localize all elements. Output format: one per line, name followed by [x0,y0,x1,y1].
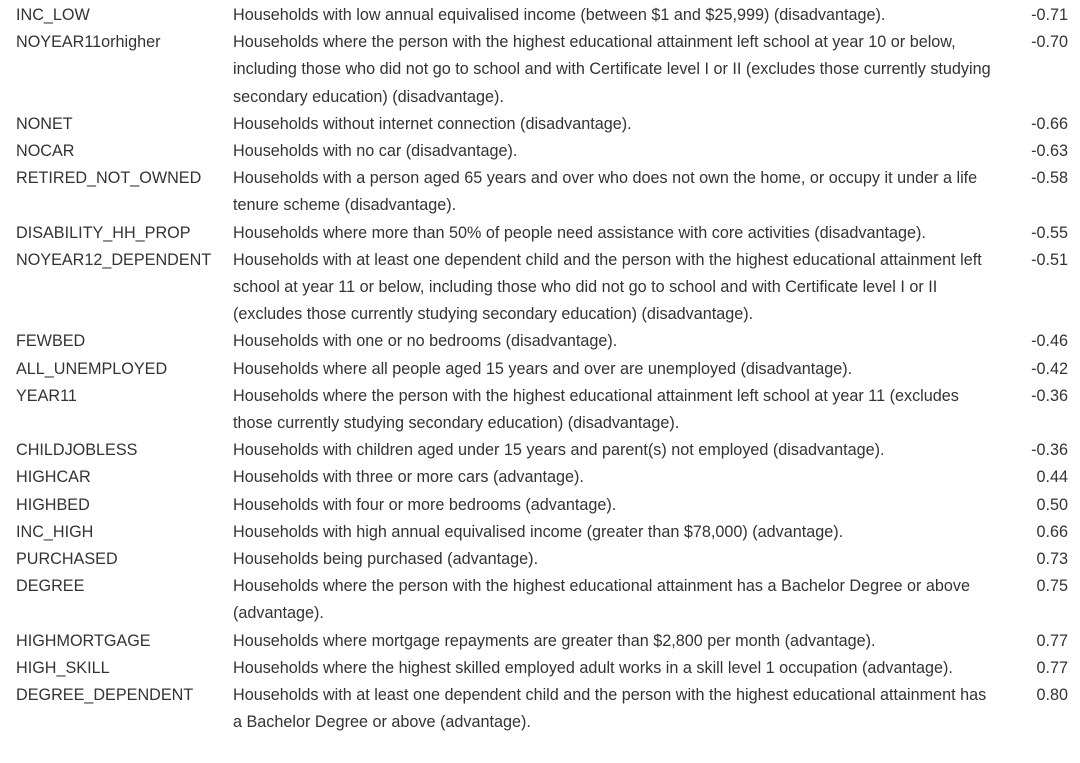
loading-value: -0.71 [1031,6,1068,24]
variable-description: Households with three or more cars (advantage). [233,468,584,487]
variable-description: Households where the highest skilled employed adult works in a skill level 1 occupation (advantage). [233,658,953,677]
variable-name: DEGREE_DEPENDENT [16,686,194,705]
variable-description: Households with no car (disadvantage). [233,142,518,161]
table-row [0,2,1080,29]
loading-value: 0.73 [1036,550,1068,569]
table-row [0,356,1080,383]
variable-description: Households with children aged under 15 years and parent(s) not employed (disadvantage). [233,441,885,460]
loading-value: -0.63 [1031,142,1068,161]
variable-description: Households with at least one dependent child and the person with the highest educational attainment has a Bachelor Degree or above (advantage). [233,686,987,732]
variable-name: DEGREE [16,577,85,596]
table-row [0,247,1080,329]
table-row [0,165,1080,219]
variable-name: HIGHMORTGAGE [16,631,151,650]
variable-name: INC_HIGH [16,522,94,541]
variable-name: NOCAR [16,142,75,161]
variable-description: Households without internet connection (disadvantage). [233,114,632,133]
table-row [0,492,1080,519]
table-row [0,111,1080,138]
variable-description: Households where all people aged 15 years and over are unemployed (disadvantage). [233,359,853,378]
loading-value: -0.42 [1031,359,1068,378]
variable-description: Households with a person aged 65 years and over who does not own the home, or occupy it under a life tenure scheme (disadvantage). [233,169,978,215]
variable-name: YEAR11 [16,386,77,405]
variable-description: Households where mortgage repayments are greater than $2,800 per month (advantage). [233,631,876,650]
loading-value: -0.70 [1031,33,1068,52]
variable-description: Households with four or more bedrooms (advantage). [233,495,617,514]
loading-value: -0.66 [1031,114,1068,133]
variable-description: Households with at least one dependent child and the person with the highest educational attainment left school at year 11 or below, including those who did not go to school and with Certificate level I or II (excludes those currently studying secondary education) (disadvantage). [233,250,982,324]
variable-description: Households being purchased (advantage). [233,550,539,569]
loading-value: -0.46 [1031,332,1068,351]
variable-name: FEWBED [16,332,86,351]
variable-name: ALL_UNEMPLOYED [16,359,168,378]
loading-value: 0.77 [1036,631,1068,650]
variable-description: Households with low annual equivalised income (between $1 and $25,999) (disadvantage). [233,6,886,24]
variable-description: Households where more than 50% of people need assistance with core activities (disadvantage). [233,223,926,242]
table-row [0,519,1080,546]
loading-value: -0.51 [1031,250,1068,269]
table-row [0,573,1080,627]
loading-value: 0.80 [1036,686,1068,705]
variable-name: DISABILITY_HH_PROP [16,223,191,242]
table-row [0,138,1080,165]
table-row [0,29,1080,111]
loading-value: 0.66 [1036,522,1068,541]
table-row [0,328,1080,355]
loading-value: -0.36 [1031,386,1068,405]
loading-value: 0.75 [1036,577,1068,596]
table-row [0,383,1080,437]
loading-value: 0.77 [1036,658,1068,677]
variable-name: NOYEAR12_DEPENDENT [16,250,212,269]
loading-value: 0.44 [1036,468,1068,487]
variable-name: INC_LOW [16,6,90,24]
variable-description: Households with high annual equivalised income (greater than $78,000) (advantage). [233,522,844,541]
variable-description: Households with one or no bedrooms (disadvantage). [233,332,618,351]
variable-name: PURCHASED [16,550,118,569]
loading-value: -0.55 [1031,223,1068,242]
table-row [0,655,1080,682]
variable-name: NOYEAR11orhigher [16,33,161,52]
loading-value: 0.50 [1036,495,1068,514]
table-row [0,546,1080,573]
variable-name: HIGHBED [16,495,90,514]
variable-name: HIGH_SKILL [16,658,110,677]
variable-description: Households where the person with the highest educational attainment left school at year 11 (excludes those currently studying secondary education) (disadvantage). [233,386,959,433]
table-row [0,628,1080,655]
table-row [0,437,1080,464]
table-row [0,220,1080,247]
variable-name: NONET [16,114,73,133]
variable-name: HIGHCAR [16,468,91,487]
variable-name: CHILDJOBLESS [16,441,138,460]
variable-description: Households where the person with the highest educational attainment has a Bachelor Degree or above (advantage). [233,577,970,623]
variable-name: RETIRED_NOT_OWNED [16,169,202,188]
table-row [0,682,1080,736]
loading-value: -0.36 [1031,441,1068,460]
variable-description: Households where the person with the highest educational attainment left school at year 10 or below, including those who did not go to school and with Certificate level I or II (excludes those currently studying secondary education) (disadvantage). [233,33,991,106]
table-row [0,464,1080,491]
loading-value: -0.58 [1031,169,1068,188]
